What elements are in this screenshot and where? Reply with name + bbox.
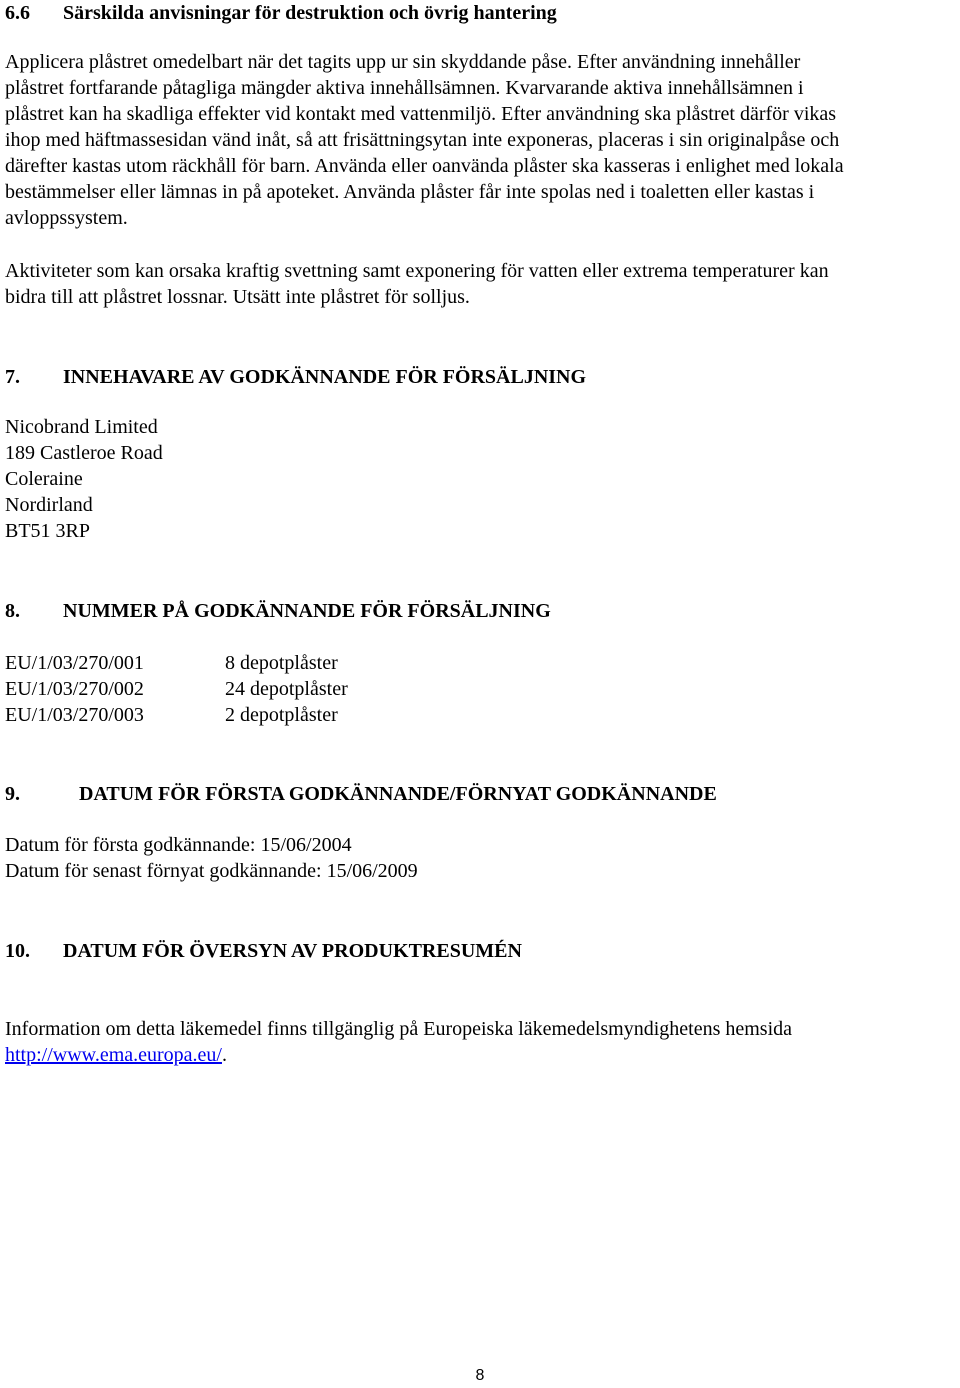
first-approval-date: Datum för första godkännande: 15/06/2004 (5, 834, 352, 856)
renewal-date: Datum för senast förnyat godkännande: 15/06/2009 (5, 860, 418, 882)
section-number: 10. (5, 940, 30, 962)
pack-description: 2 depotplåster (225, 704, 338, 726)
section-6-6-paragraph-1 (5, 49, 955, 231)
section-number: 7. (5, 366, 20, 388)
link-line (5, 1042, 955, 1068)
section-number: 9. (5, 783, 20, 805)
section-6-6-heading (5, 0, 557, 26)
authorisation-row (5, 702, 348, 728)
authorisation-numbers (5, 650, 348, 728)
text-line: avloppssystem. (5, 207, 128, 229)
street: 189 Castleroe Road (5, 442, 163, 464)
holder-address (5, 414, 163, 544)
pack-description: 8 depotplåster (225, 652, 338, 674)
authorisation-code: EU/1/03/270/002 (5, 678, 144, 700)
text-line: bidra till att plåstret lossnar. Utsätt inte plåstret för solljus. (5, 286, 470, 308)
company-name: Nicobrand Limited (5, 416, 158, 438)
section-9-heading (5, 781, 717, 807)
trailing-period: . (221, 1044, 227, 1066)
section-title: NUMMER PÅ GODKÄNNANDE FÖR FÖRSÄLJNING (63, 600, 551, 622)
city: Coleraine (5, 468, 83, 490)
section-8-heading (5, 598, 551, 624)
authorisation-row (5, 650, 348, 676)
section-10-heading (5, 938, 522, 964)
section-7-heading (5, 364, 586, 390)
section-6-6-paragraph-2 (5, 258, 955, 310)
authorisation-code: EU/1/03/270/001 (5, 652, 144, 674)
section-number: 6.6 (5, 2, 30, 24)
ema-website-link[interactable]: http://www.ema.europa.eu/ (5, 1044, 222, 1066)
section-title: DATUM FÖR FÖRSTA GODKÄNNANDE/FÖRNYAT GODKÄNNANDE (79, 783, 717, 805)
section-10-paragraph (5, 1016, 955, 1068)
section-number: 8. (5, 600, 20, 622)
page-number: 8 (475, 1367, 485, 1384)
text-line: Applicera plåstret omedelbart när det tagits upp ur sin skyddande påse. Efter användning innehåller (5, 51, 801, 73)
authorisation-row (5, 676, 348, 702)
section-title: DATUM FÖR ÖVERSYN AV PRODUKTRESUMÉN (63, 940, 522, 962)
text-line: ihop med häftmassesidan vänd inåt, så att frisättningsytan inte exponeras, placeras i sin originalpåse och (5, 129, 840, 151)
text-line: bestämmelser eller lämnas in på apoteket. Använda plåster får inte spolas ned i toaletten eller kastas i (5, 181, 815, 203)
text-line: Aktiviteter som kan orsaka kraftig svettning samt exponering för vatten eller extrema temperaturer kan (5, 260, 829, 282)
approval-dates (5, 832, 418, 884)
text-line: plåstret fortfarande påtagliga mängder aktiva innehållsämnen. Kvarvarande aktiva innehållsämnen i (5, 77, 804, 99)
authorisation-code: EU/1/03/270/003 (5, 704, 144, 726)
section-title: Särskilda anvisningar för destruktion och övrig hantering (63, 2, 557, 24)
region: Nordirland (5, 494, 93, 516)
pack-description: 24 depotplåster (225, 678, 348, 700)
postcode: BT51 3RP (5, 520, 91, 542)
text-line: därefter kastas utom räckhåll för barn. Använda eller oanvända plåster ska kasseras i enlighet med lokala (5, 155, 844, 177)
text-line: plåstret kan ha skadliga effekter vid kontakt med vattenmiljö. Efter användning ska plåstret därför vikas (5, 103, 837, 125)
info-text: Information om detta läkemedel finns tillgänglig på Europeiska läkemedelsmyndighetens hemsida (5, 1018, 793, 1040)
section-title: INNEHAVARE AV GODKÄNNANDE FÖR FÖRSÄLJNING (63, 366, 587, 388)
